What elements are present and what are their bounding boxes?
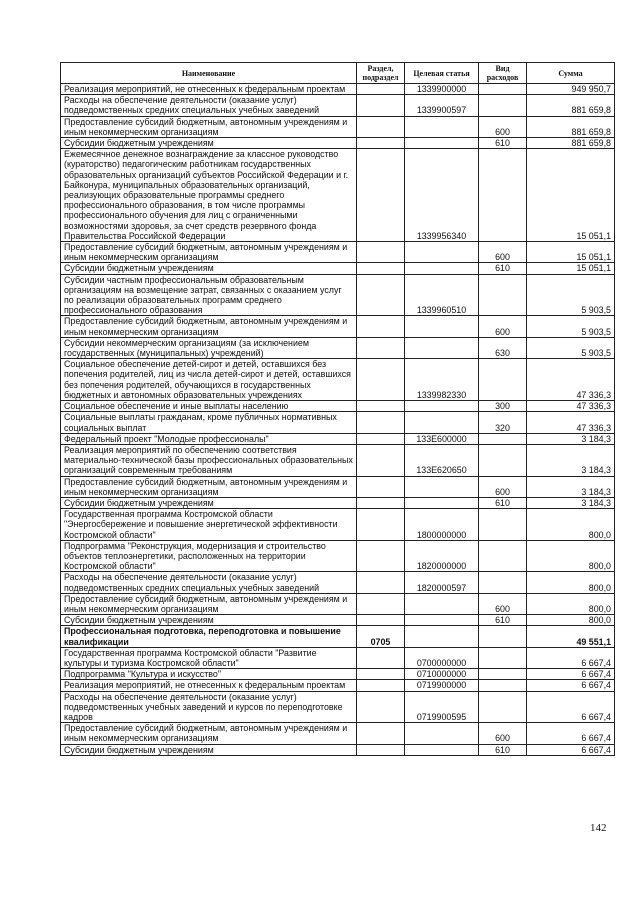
- cell-name: Государственная программа Костромской области "Развитие культуры и туризма Костромской области": [61, 647, 357, 668]
- table-header-row: [61, 63, 615, 84]
- table-row: [61, 263, 615, 274]
- cell-article: 0719900595: [405, 691, 479, 723]
- cell-amount: 6 667,4: [527, 723, 615, 744]
- cell-article: 1820000597: [405, 572, 479, 593]
- cell-article: [405, 723, 479, 744]
- cell-name: Предоставление субсидий бюджетным, автономным учреждениям и иным некоммерческим организациям: [61, 242, 357, 263]
- cell-article: 1800000000: [405, 509, 479, 541]
- cell-expense: [479, 274, 527, 316]
- table-row: [61, 274, 615, 316]
- table-row: [61, 433, 615, 444]
- cell-name: Субсидии бюджетным учреждениям: [61, 138, 357, 149]
- cell-section: [357, 744, 405, 755]
- cell-amount: 47 336,3: [527, 412, 615, 433]
- cell-expense: 630: [479, 337, 527, 358]
- table-row: [61, 149, 615, 242]
- cell-article: 1339900000: [405, 84, 479, 95]
- cell-section: [357, 337, 405, 358]
- cell-article: [405, 593, 479, 614]
- cell-amount: 6 667,4: [527, 647, 615, 668]
- cell-section: [357, 401, 405, 412]
- cell-amount: 881 659,8: [527, 138, 615, 149]
- cell-name: Расходы на обеспечение деятельности (оказание услуг) подведомственных средних специальных учебных заведений: [61, 95, 357, 116]
- cell-article: 1339900597: [405, 95, 479, 116]
- cell-expense: [479, 433, 527, 444]
- table-row: [61, 359, 615, 401]
- cell-name: Социальное обеспечение детей-сирот и детей, оставшихся без попечения родителей, лиц из числа детей-сирот и детей, оставшихся без попечения родителей, обучающихся в государственных бюджетных и автономных образовательных учреждениях: [61, 359, 357, 401]
- cell-amount: 3 184,3: [527, 444, 615, 476]
- cell-expense: 610: [479, 615, 527, 626]
- cell-expense: 610: [479, 497, 527, 508]
- table-row: [61, 444, 615, 476]
- table-row: [61, 669, 615, 680]
- cell-article: [405, 615, 479, 626]
- cell-expense: [479, 359, 527, 401]
- cell-name: Расходы на обеспечение деятельности (оказание услуг) подведомственных средних специальных учебных заведений: [61, 572, 357, 593]
- cell-section: [357, 476, 405, 497]
- cell-expense: [479, 691, 527, 723]
- cell-amount: 800,0: [527, 572, 615, 593]
- table-row: [61, 626, 615, 647]
- cell-section: [357, 593, 405, 614]
- cell-name: Субсидии частным профессиональным образовательным организациям на возмещение затрат, связанных с оказанием услуг по реализации образовательных программ среднего профессионального образования: [61, 274, 357, 316]
- cell-article: [405, 337, 479, 358]
- cell-expense: 600: [479, 242, 527, 263]
- cell-section: [357, 509, 405, 541]
- table-row: [61, 476, 615, 497]
- cell-name: Реализация мероприятий, не отнесенных к федеральным проектам: [61, 680, 357, 691]
- table-row: [61, 593, 615, 614]
- cell-article: 1339960510: [405, 274, 479, 316]
- cell-amount: 5 903,5: [527, 337, 615, 358]
- cell-article: [405, 744, 479, 755]
- cell-name: Субсидии некоммерческим организациям (за исключением государственных (муниципальных) учреждений): [61, 337, 357, 358]
- cell-article: [405, 263, 479, 274]
- cell-amount: 6 667,4: [527, 680, 615, 691]
- cell-amount: 5 903,5: [527, 274, 615, 316]
- budget-table: [60, 62, 615, 756]
- cell-article: [405, 626, 479, 647]
- cell-amount: 5 903,5: [527, 316, 615, 337]
- cell-name: Предоставление субсидий бюджетным, автономным учреждениям и иным некоммерческим организациям: [61, 116, 357, 137]
- cell-expense: 300: [479, 401, 527, 412]
- cell-name: Подпрограмма "Реконструкция, модернизация и строительство объектов теплоэнергетики, расположенных на территории Костромской области": [61, 540, 357, 572]
- cell-section: [357, 95, 405, 116]
- cell-section: [357, 723, 405, 744]
- cell-name: Субсидии бюджетным учреждениям: [61, 497, 357, 508]
- cell-amount: 6 667,4: [527, 691, 615, 723]
- cell-amount: 3 184,3: [527, 433, 615, 444]
- cell-article: [405, 476, 479, 497]
- cell-name: Субсидии бюджетным учреждениям: [61, 744, 357, 755]
- cell-section: [357, 680, 405, 691]
- cell-name: Профессиональная подготовка, переподготовка и повышение квалификации: [61, 626, 357, 647]
- cell-article: 0700000000: [405, 647, 479, 668]
- table-row: [61, 95, 615, 116]
- cell-name: Предоставление субсидий бюджетным, автономным учреждениям и иным некоммерческим организациям: [61, 476, 357, 497]
- cell-name: Подпрограмма "Культура и искусство": [61, 669, 357, 680]
- cell-name: Федеральный проект "Молодые профессионалы": [61, 433, 357, 444]
- cell-article: [405, 316, 479, 337]
- cell-name: Ежемесячное денежное вознаграждение за классное руководство (кураторство) педагогическим работникам государственных образовательных организаций субъектов Российской Федерации и г. Байконура, муниципальных образовательных организаций, реализующих образовательные программы среднего профессионального образования, в том числе программы профессионального обучения для лиц с ограниченными возможностями здоровья, за счет средств резервного фонда Правительства Российской Федерации: [61, 149, 357, 242]
- table-row: [61, 138, 615, 149]
- table-body: [61, 84, 615, 756]
- cell-amount: 47 336,3: [527, 359, 615, 401]
- cell-amount: 6 667,4: [527, 669, 615, 680]
- cell-expense: 600: [479, 316, 527, 337]
- table-row: [61, 744, 615, 755]
- table-row: [61, 723, 615, 744]
- header-amount: Сумма: [527, 63, 615, 84]
- cell-article: 0710000000: [405, 669, 479, 680]
- table-row: [61, 647, 615, 668]
- page-number: 142: [590, 822, 607, 834]
- cell-expense: 600: [479, 593, 527, 614]
- cell-section: [357, 412, 405, 433]
- cell-expense: [479, 149, 527, 242]
- cell-section: [357, 444, 405, 476]
- cell-article: 1339956340: [405, 149, 479, 242]
- cell-section: [357, 138, 405, 149]
- header-article: Целевая статья: [405, 63, 479, 84]
- cell-amount: 3 184,3: [527, 497, 615, 508]
- cell-section: [357, 615, 405, 626]
- table-row: [61, 540, 615, 572]
- cell-expense: [479, 647, 527, 668]
- cell-name: Реализация мероприятий по обеспечению соответствия материально-технической базы профессиональных образовательных организаций современным требованиям: [61, 444, 357, 476]
- header-section: Раздел, подраздел: [357, 63, 405, 84]
- table-row: [61, 242, 615, 263]
- cell-article: 1339982330: [405, 359, 479, 401]
- cell-article: [405, 116, 479, 137]
- cell-article: 1820000000: [405, 540, 479, 572]
- cell-article: 133E620650: [405, 444, 479, 476]
- cell-article: [405, 138, 479, 149]
- cell-expense: [479, 509, 527, 541]
- table-row: [61, 84, 615, 95]
- cell-expense: 610: [479, 263, 527, 274]
- cell-amount: 881 659,8: [527, 95, 615, 116]
- cell-expense: [479, 540, 527, 572]
- cell-section: [357, 242, 405, 263]
- cell-amount: 3 184,3: [527, 476, 615, 497]
- cell-amount: 881 659,8: [527, 116, 615, 137]
- table-row: [61, 572, 615, 593]
- table-row: [61, 615, 615, 626]
- cell-section: [357, 316, 405, 337]
- cell-name: Расходы на обеспечение деятельности (оказание услуг) подведомственных учебных заведений и курсов по переподготовке кадров: [61, 691, 357, 723]
- cell-expense: 610: [479, 744, 527, 755]
- cell-amount: 15 051,1: [527, 242, 615, 263]
- table-row: [61, 116, 615, 137]
- cell-expense: 600: [479, 116, 527, 137]
- table-row: [61, 412, 615, 433]
- cell-expense: [479, 669, 527, 680]
- table-row: [61, 691, 615, 723]
- cell-section: [357, 647, 405, 668]
- cell-amount: 800,0: [527, 593, 615, 614]
- table-row: [61, 401, 615, 412]
- cell-name: Субсидии бюджетным учреждениям: [61, 263, 357, 274]
- cell-expense: [479, 84, 527, 95]
- cell-name: Предоставление субсидий бюджетным, автономным учреждениям и иным некоммерческим организациям: [61, 593, 357, 614]
- table-row: [61, 337, 615, 358]
- cell-article: 133E600000: [405, 433, 479, 444]
- cell-section: [357, 274, 405, 316]
- cell-name: Реализация мероприятий, не отнесенных к федеральным проектам: [61, 84, 357, 95]
- cell-name: Предоставление субсидий бюджетным, автономным учреждениям и иным некоммерческим организациям: [61, 723, 357, 744]
- cell-section: [357, 572, 405, 593]
- cell-article: 0719900000: [405, 680, 479, 691]
- cell-amount: 15 051,1: [527, 149, 615, 242]
- table-row: [61, 316, 615, 337]
- cell-article: [405, 242, 479, 263]
- cell-expense: [479, 95, 527, 116]
- table-row: [61, 680, 615, 691]
- header-name: Наименование: [61, 63, 357, 84]
- cell-amount: 49 551,1: [527, 626, 615, 647]
- cell-amount: 6 667,4: [527, 744, 615, 755]
- cell-amount: 47 336,3: [527, 401, 615, 412]
- cell-expense: [479, 444, 527, 476]
- cell-expense: [479, 572, 527, 593]
- cell-section: [357, 497, 405, 508]
- cell-section: [357, 669, 405, 680]
- cell-expense: [479, 626, 527, 647]
- cell-section: 0705: [357, 626, 405, 647]
- table-row: [61, 509, 615, 541]
- cell-expense: [479, 680, 527, 691]
- cell-name: Социальное обеспечение и иные выплаты населению: [61, 401, 357, 412]
- cell-amount: 800,0: [527, 509, 615, 541]
- cell-section: [357, 263, 405, 274]
- cell-section: [357, 691, 405, 723]
- cell-article: [405, 497, 479, 508]
- cell-name: Социальные выплаты гражданам, кроме публичных нормативных социальных выплат: [61, 412, 357, 433]
- cell-expense: 610: [479, 138, 527, 149]
- cell-section: [357, 433, 405, 444]
- cell-article: [405, 412, 479, 433]
- cell-name: Субсидии бюджетным учреждениям: [61, 615, 357, 626]
- cell-expense: 600: [479, 476, 527, 497]
- cell-section: [357, 359, 405, 401]
- header-expense: Вид расходов: [479, 63, 527, 84]
- cell-amount: 949 950,7: [527, 84, 615, 95]
- cell-expense: 600: [479, 723, 527, 744]
- cell-section: [357, 84, 405, 95]
- cell-section: [357, 540, 405, 572]
- table-row: [61, 497, 615, 508]
- cell-expense: 320: [479, 412, 527, 433]
- cell-name: Предоставление субсидий бюджетным, автономным учреждениям и иным некоммерческим организациям: [61, 316, 357, 337]
- cell-section: [357, 149, 405, 242]
- cell-name: Государственная программа Костромской области "Энергосбережение и повышение энергетической эффективности Костромской области": [61, 509, 357, 541]
- cell-section: [357, 116, 405, 137]
- cell-amount: 800,0: [527, 540, 615, 572]
- cell-amount: 800,0: [527, 615, 615, 626]
- cell-amount: 15 051,1: [527, 263, 615, 274]
- cell-article: [405, 401, 479, 412]
